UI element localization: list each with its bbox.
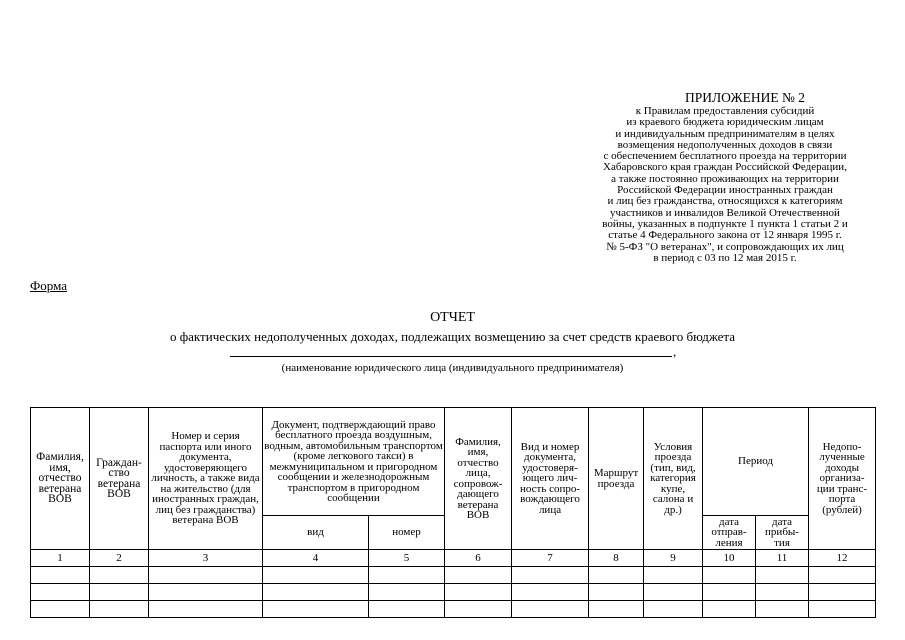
column-number-row	[31, 550, 876, 567]
appendix-line: и лиц без гражданства, относящихся к категориям	[607, 195, 843, 208]
report-title: ОТЧЕТ	[430, 310, 475, 325]
table-cell[interactable]	[445, 584, 512, 601]
table-cell[interactable]	[90, 567, 149, 584]
appendix-line: из краевого бюджета юридическим лицам	[626, 116, 824, 129]
report-table	[30, 407, 876, 618]
column-number: 10	[703, 550, 756, 567]
header-travel-document: Документ, подтверждающий право бесплатного проезда воздушным, водным, автомобильным транспортом (кроме легкового такси) в межмуниципальном и пригородном сообщении и железнодорожным транспортом в пригородном сообщении	[263, 408, 445, 516]
appendix-line: войны, указанных в подпункте 1 пункта 1 статьи 2 и	[602, 217, 848, 230]
column-number: 8	[589, 550, 644, 567]
table-cell[interactable]	[809, 584, 876, 601]
table-cell[interactable]	[149, 601, 263, 618]
appendix-line: возмещения недополученных доходов в связи	[617, 138, 833, 151]
header-citizenship: Граждан- ство ветерана ВОВ	[90, 408, 149, 550]
column-number: 6	[445, 550, 512, 567]
table-cell[interactable]	[809, 601, 876, 618]
table-cell[interactable]	[756, 601, 809, 618]
table-cell[interactable]	[445, 567, 512, 584]
table-cell[interactable]	[644, 584, 703, 601]
column-number: 4	[263, 550, 369, 567]
table-cell[interactable]	[512, 567, 589, 584]
form-label: Форма	[30, 278, 67, 293]
table-cell[interactable]	[31, 584, 90, 601]
header-travel-conditions: Условия проезда (тип, вид, категория купе, салона и др.)	[644, 408, 703, 550]
appendix-block	[560, 90, 890, 264]
table-cell[interactable]	[369, 601, 445, 618]
table-cell[interactable]	[90, 584, 149, 601]
appendix-title: ПРИЛОЖЕНИЕ № 2	[684, 90, 806, 105]
column-number: 9	[644, 550, 703, 567]
column-number: 7	[512, 550, 589, 567]
table-cell[interactable]	[90, 601, 149, 618]
table-cell[interactable]	[512, 584, 589, 601]
header-passport: Номер и серия паспорта или иного документа, удостоверяющего личность, а также вида на жительство (для иностранных граждан, лиц без гражданства) ветерана ВОВ	[149, 408, 263, 550]
report-subtitle: о фактических недополученных доходах, подлежащих возмещению за счет средств краевого бюджета	[169, 329, 736, 344]
table-cell[interactable]	[369, 584, 445, 601]
appendix-line: Хабаровского края граждан Российской Федерации,	[603, 161, 847, 174]
header-veteran-name: Фамилия, имя, отчество ветерана ВОВ	[31, 408, 90, 550]
entity-name-field[interactable]	[230, 344, 672, 357]
appendix-line: Российской Федерации иностранных граждан	[617, 184, 833, 197]
table-row	[31, 567, 876, 584]
entity-name-comma: ,	[673, 344, 677, 359]
table-cell[interactable]	[809, 567, 876, 584]
table-cell[interactable]	[589, 567, 644, 584]
table-cell[interactable]	[263, 601, 369, 618]
header-route: Маршрут проезда	[589, 408, 644, 550]
table-cell[interactable]	[644, 567, 703, 584]
table-cell[interactable]	[703, 584, 756, 601]
entity-name-caption: (наименование юридического лица (индивидуального предпринимателя)	[281, 362, 624, 374]
header-doc-number: номер	[369, 516, 445, 550]
appendix-line: статье 4 Федерального закона от 12 января 1995 г.	[608, 229, 842, 242]
header-departure-date: дата отправ- ления	[703, 516, 756, 550]
table-row	[31, 584, 876, 601]
column-number: 2	[90, 550, 149, 567]
appendix-line: участников и инвалидов Великой Отечественной	[610, 206, 840, 219]
column-number: 11	[756, 550, 809, 567]
table-cell[interactable]	[31, 567, 90, 584]
header-lost-income: Недопо- лученные доходы организа- ции транс- порта (рублей)	[809, 408, 876, 550]
header-doc-type: вид	[263, 516, 369, 550]
appendix-line: с обеспечением бесплатного проезда на территории	[603, 150, 847, 163]
appendix-line: № 5-ФЗ "О ветеранах", и сопровождающих их лиц	[606, 240, 844, 253]
table-cell[interactable]	[369, 567, 445, 584]
table-cell[interactable]	[703, 601, 756, 618]
table-cell[interactable]	[589, 584, 644, 601]
table-cell[interactable]	[756, 567, 809, 584]
table-cell[interactable]	[149, 584, 263, 601]
table-cell[interactable]	[644, 601, 703, 618]
table-cell[interactable]	[263, 567, 369, 584]
header-companion-name: Фамилия, имя, отчество лица, сопровож- дающего ветерана ВОВ	[445, 408, 512, 550]
column-number: 3	[149, 550, 263, 567]
column-number: 1	[31, 550, 90, 567]
appendix-line: к Правилам предоставления субсидий	[635, 105, 815, 117]
column-number: 5	[369, 550, 445, 567]
header-companion-document: Вид и номер документа, удостоверя- ющего лич- ность сопро- вождающего лица	[512, 408, 589, 550]
column-number: 12	[809, 550, 876, 567]
appendix-line: а также постоянно проживающих на территории	[611, 172, 839, 185]
table-cell[interactable]	[263, 584, 369, 601]
table-cell[interactable]	[445, 601, 512, 618]
appendix-line: и индивидуальным предпринимателям в целях	[615, 127, 835, 140]
table-cell[interactable]	[149, 567, 263, 584]
appendix-line: в период с 03 по 12 мая 2015 г.	[653, 251, 797, 264]
table-cell[interactable]	[31, 601, 90, 618]
header-period: Период	[703, 408, 809, 516]
table-row	[31, 601, 876, 618]
table-cell[interactable]	[756, 584, 809, 601]
header-arrival-date: дата прибы- тия	[756, 516, 809, 550]
table-cell[interactable]	[589, 601, 644, 618]
table-cell[interactable]	[512, 601, 589, 618]
table-cell[interactable]	[703, 567, 756, 584]
